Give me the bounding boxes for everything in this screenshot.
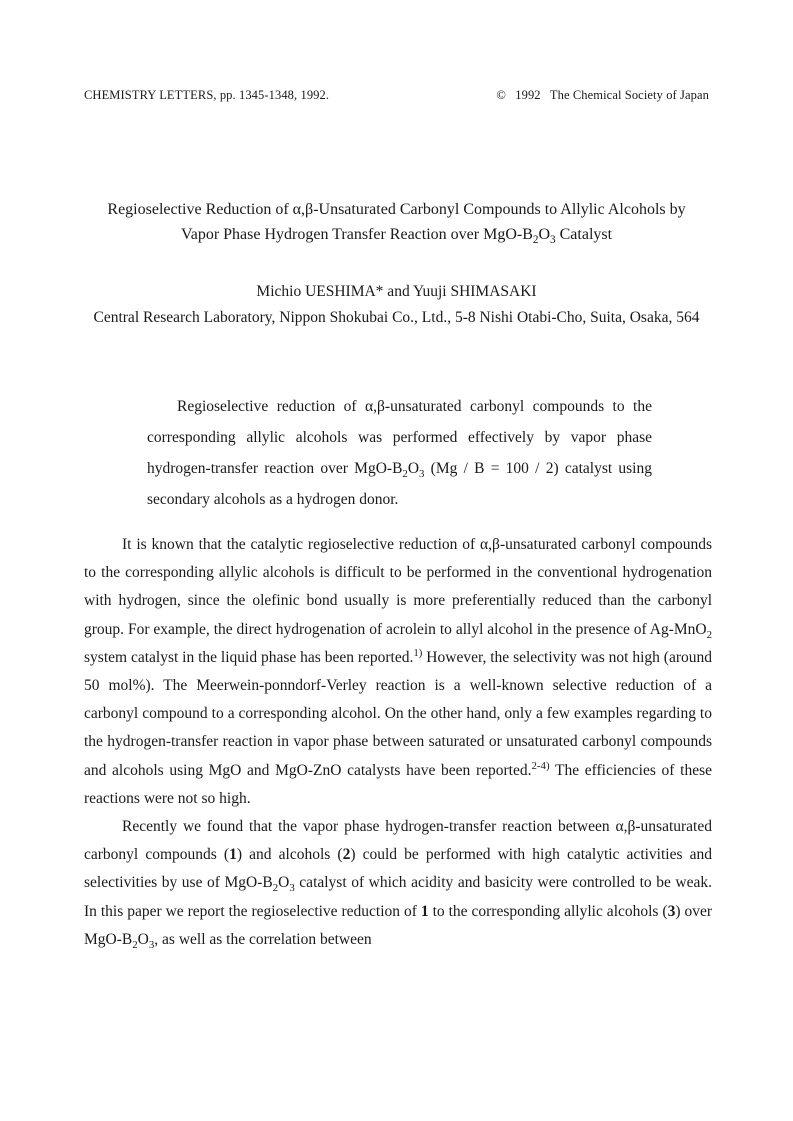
- paragraph-1: It is known that the catalytic regioselective reduction of α,β-unsaturated carbonyl compounds to the corresponding allylic alcohols is difficult to be performed in the conventional hydrogenation with hydrogen, since the olefinic bond usually is more preferentially reduced than the carbonyl group. For example, the direct hydrogenation of acrolein to allyl alcohol in the presence of Ag-MnO$_2$ system catalyst in the liquid phase has been reported.$^{1)}$ However, the selectivity was not high (around 50 mol%). The Meerwein-ponndorf-Verley reaction is a well-known selective reduction of a carbonyl compound to a corresponding alcohol. On the other hand, only a few examples regarding to the hydrogen-transfer reaction in vapor phase between saturated or unsaturated carbonyl compounds and alcohols using MgO and MgO-ZnO catalysts have been reported.$^{2-4)}$ The efficiencies of these reactions were not so high.: [84, 536, 712, 807]
- paper-title: [40, 197, 753, 247]
- citation-ref: 1): [413, 646, 423, 659]
- author-list: Michio UESHIMA* and Yuuji SHIMASAKI: [256, 283, 537, 300]
- paragraph-2: Recently we found that the vapor phase hydrogen-transfer reaction between α,β-unsaturated carbonyl compounds (1) and alcohols (2) could be performed with high catalytic activities and selectivities by use of MgO-$B_2O_3$ catalyst of which acidity and basicity were controlled to be weak. In this paper we report the regioselective reduction of 1 to the corresponding allylic alcohols (3) over MgO-$B_2O_3$, as well as the correlation between: [84, 818, 713, 951]
- abstract: Regioselective reduction of α,β-unsaturated carbonyl compounds to the corresponding allylic alcohols was performed effectively by vapor phase hydrogen-transfer reaction over MgO-$B_2O_3$ (Mg / B = 100 / 2) catalyst using secondary alcohols as a hydrogen donor.: [147, 398, 652, 508]
- affiliation: Central Research Laboratory, Nippon Shokubai Co., Ltd., 5-8 Nishi Otabi-Cho, Suita, Osaka, 564: [93, 309, 700, 326]
- copyright-year: 1992: [515, 88, 541, 102]
- copyright-notice: [490, 88, 709, 103]
- society-name: The Chemical Society of Japan: [549, 88, 709, 102]
- title-line-2: Vapor Phase Hydrogen Transfer Reaction over MgO-$B_2O_3$ Catalyst: [180, 226, 613, 247]
- copyright-symbol: ©: [496, 88, 507, 102]
- running-header: [84, 88, 709, 103]
- citation-ref: 2-4): [531, 759, 550, 772]
- journal-citation: CHEMISTRY LETTERS, pp. 1345-1348, 1992.: [84, 88, 330, 102]
- body-text: [84, 531, 712, 954]
- title-line-1: Regioselective Reduction of α,β-Unsaturated Carbonyl Compounds to Allylic Alcohols by: [107, 201, 686, 218]
